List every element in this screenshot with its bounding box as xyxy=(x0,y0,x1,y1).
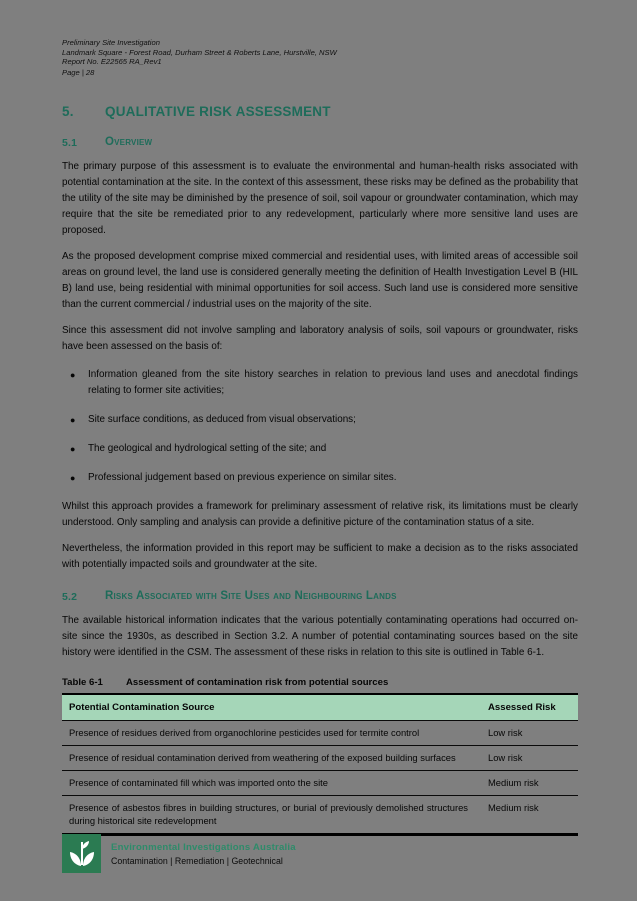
section-5-heading xyxy=(62,104,578,119)
column-header-risk: Assessed Risk xyxy=(482,694,578,721)
risk-cell: Low risk xyxy=(482,721,578,746)
footer-tagline: Contamination | Remediation | Geotechnical xyxy=(111,855,283,866)
bullet-icon: ● xyxy=(70,415,76,426)
table-label: Table 6-1 xyxy=(62,677,103,689)
list-item xyxy=(62,367,578,399)
table-row xyxy=(62,721,578,746)
table-row xyxy=(62,771,578,796)
eia-logo-icon xyxy=(62,834,101,873)
list-item xyxy=(62,470,578,486)
source-cell: Presence of residual contamination derived from weathering of the exposed building surfaces xyxy=(62,746,482,771)
list-item xyxy=(62,441,578,457)
header-site-address: Landmark Square - Forest Road, Durham Street & Roberts Lane, Hurstville, NSW xyxy=(62,47,337,57)
risk-assessment-table xyxy=(62,693,578,836)
list-item-text: Professional judgement based on previous experience on similar sites. xyxy=(88,472,397,484)
assessment-basis-list xyxy=(62,367,578,486)
paragraph-purpose: The primary purpose of this assessment is to evaluate the environmental and human-health risks associated with potential contamination at the site. In the context of this assessment, these risks may be defined as the probability that the utility of the site may be diminished by the presence of soil, soil vapour or groundwater contamination, which may require that the site be remediated prior to any redevelopment, particularly where more sensitive land uses are proposed. xyxy=(62,161,578,237)
header-page-number: Page | 28 xyxy=(62,67,95,77)
leaf-logo-graphic xyxy=(67,839,97,869)
document-header xyxy=(62,38,578,77)
bullet-icon: ● xyxy=(70,473,76,484)
risk-cell: Low risk xyxy=(482,746,578,771)
footer-company-name: Environmental Investigations Australia xyxy=(111,841,296,853)
section-5-1-number: 5.1 xyxy=(62,137,78,150)
source-cell: Presence of contaminated fill which was imported onto the site xyxy=(62,771,482,796)
list-item-text: Site surface conditions, as deduced from visual observations; xyxy=(88,414,356,426)
table-caption xyxy=(62,677,578,688)
paragraph-land-use: As the proposed development comprise mixed commercial and residential uses, with limited areas of accessible soil areas on ground level, the land use is considered generally meeting the definition of Health Investigation Level B (HIL B) land use, being residential with minimal opportunities for soil access. Such land use is considered more sensitive than the current commercial / industrial uses on the majority of the site. xyxy=(62,251,578,311)
source-cell: Presence of asbestos fibres in building structures, or burial of previously demolished structures during historical site redevelopment xyxy=(62,796,482,835)
header-report-number: Report No. E22565 RA_Rev1 xyxy=(62,57,162,67)
table-row xyxy=(62,746,578,771)
source-cell: Presence of residues derived from organochlorine pesticides used for termite control xyxy=(62,721,482,746)
header-doc-title: Preliminary Site Investigation xyxy=(62,38,160,47)
document-footer xyxy=(62,834,296,873)
paragraph-historical-info: The available historical information indicates that the various potentially contaminating operations had occurred on-site since the 1930s, as described in Section 3.2. A number of potential contaminating sources based on the site history were identified in the CSM. The assessment of these risks in relation to this site is outlined in Table 6-1. xyxy=(62,615,578,659)
column-header-source: Potential Contamination Source xyxy=(62,694,482,721)
section-5-2-title: Risks Associated with Site Uses and Neighbouring Lands xyxy=(105,590,397,603)
section-5-2-heading xyxy=(62,590,578,603)
footer-text-block xyxy=(111,842,296,866)
table-row xyxy=(62,796,578,835)
paragraph-limitations: Whilst this approach provides a framework for preliminary assessment of relative risk, its limitations must be clearly understood. Only sampling and analysis can provide a definitive picture of the contamination status of a site. xyxy=(62,501,578,529)
bullet-icon: ● xyxy=(70,444,76,455)
table-caption-text: Assessment of contamination risk from potential sources xyxy=(126,677,389,689)
list-item xyxy=(62,412,578,428)
section-5-1-heading xyxy=(62,136,578,149)
table-header-row xyxy=(62,694,578,721)
section-5-title: QUALITATIVE RISK ASSESSMENT xyxy=(105,104,331,120)
list-item-text: The geological and hydrological setting of the site; and xyxy=(88,443,327,455)
section-5-2-number: 5.2 xyxy=(62,591,78,604)
risk-cell: Medium risk xyxy=(482,796,578,835)
list-item-text: Information gleaned from the site history searches in relation to previous land uses and anecdotal findings relating to former site activities; xyxy=(88,369,578,397)
section-5-number: 5. xyxy=(62,104,74,120)
paragraph-sufficiency: Nevertheless, the information provided in this report may be sufficient to make a decision as to the risks associated with potentially impacted soils and groundwater at the site. xyxy=(62,543,578,571)
risk-cell: Medium risk xyxy=(482,771,578,796)
paragraph-basis-intro: Since this assessment did not involve sampling and laboratory analysis of soils, soil vapours or groundwater, risks have been assessed on the basis of: xyxy=(62,325,578,353)
bullet-icon: ● xyxy=(70,370,76,381)
section-5-1-title: Overview xyxy=(105,136,153,149)
